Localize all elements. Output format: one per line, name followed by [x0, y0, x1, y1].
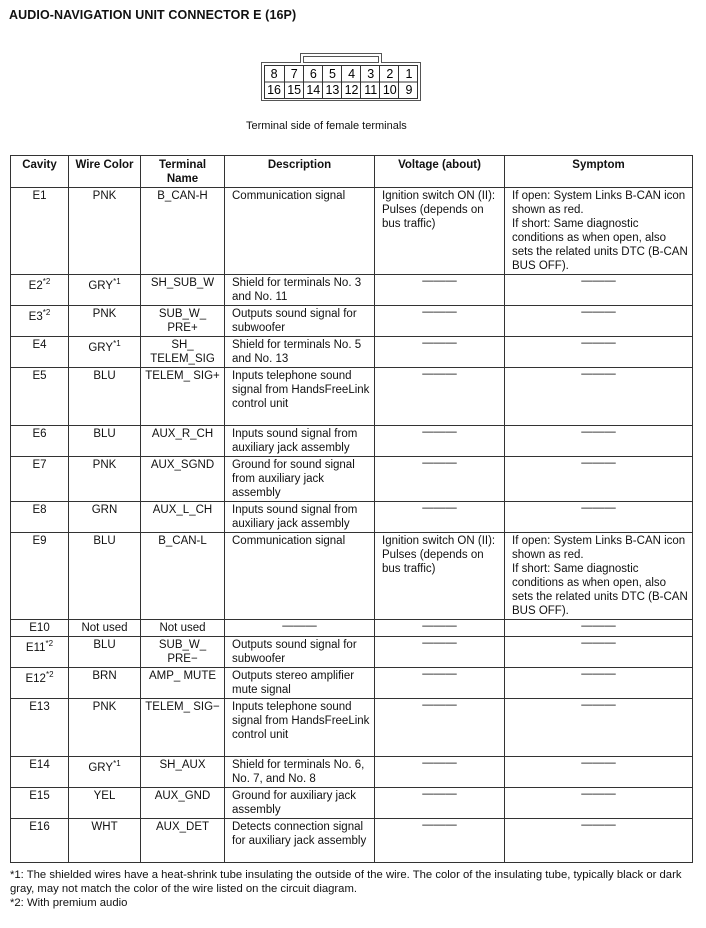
symptom-cell: ———: [505, 306, 693, 337]
wire-color-cell: [69, 533, 141, 620]
cavity-cell-value: E10: [29, 622, 50, 634]
terminal-name-cell: B_CAN-H: [141, 188, 225, 275]
wire-color-cell: [69, 188, 141, 275]
cavity-cell-value: E8: [32, 504, 47, 516]
symptom-cell: ———: [505, 757, 693, 788]
table-header-row: [11, 156, 693, 188]
voltage-cell: ———: [375, 275, 505, 306]
voltage-cell: ———: [375, 426, 505, 457]
pin-6: 6: [303, 66, 323, 83]
table-row: [11, 306, 693, 337]
voltage-cell: Ignition switch ON (II): Pulses (depends on bus traffic): [375, 533, 505, 620]
footnote-2: *2: With premium audio: [10, 897, 128, 909]
description-cell: Inputs sound signal from auxiliary jack assembly: [225, 502, 375, 533]
connector-caption: Terminal side of female terminals: [246, 120, 407, 132]
terminal-name-cell: SH_AUX: [141, 757, 225, 788]
pinout-table: [10, 155, 693, 863]
cavity-cell-value: E3: [28, 311, 43, 323]
table-row: [11, 426, 693, 457]
cavity-cell: [11, 337, 69, 368]
pin-10: 10: [379, 82, 399, 99]
voltage-cell: ———: [375, 668, 505, 699]
terminal-name-cell: AMP_ MUTE: [141, 668, 225, 699]
voltage-cell: ———: [375, 819, 505, 863]
wire-color-cell-value: BLU: [93, 428, 116, 440]
cavity-cell: [11, 275, 69, 306]
cavity-cell-value: E2: [28, 280, 43, 292]
voltage-cell: ———: [375, 457, 505, 502]
wire-color-cell: [69, 788, 141, 819]
cavity-cell-value: E13: [29, 701, 50, 713]
wire-color-cell-value: GRY: [88, 762, 114, 774]
table-row: [11, 637, 693, 668]
wire-color-cell: [69, 457, 141, 502]
cavity-cell: [11, 757, 69, 788]
symptom-cell: ———: [505, 788, 693, 819]
footnote-1: *1: The shielded wires have a heat-shrink tube insulating the outside of the wire. The color of the insulating tube, typically black or dark gray, may not match the color of the wire listed on the circuit diagram.: [10, 869, 682, 895]
cavity-cell-value: E14: [29, 759, 50, 771]
wire-color-cell-value: WHT: [91, 821, 118, 833]
wire-color-cell-value: Not used: [81, 622, 128, 634]
symptom-cell: ———: [505, 368, 693, 426]
cavity-cell: [11, 819, 69, 863]
wire-color-cell: [69, 620, 141, 637]
cavity-cell-value: E1: [32, 190, 47, 202]
cavity-cell: [11, 306, 69, 337]
pin-14: 14: [303, 82, 323, 99]
description-cell: Outputs stereo amplifier mute signal: [225, 668, 375, 699]
symptom-cell: ———: [505, 699, 693, 757]
pin-1: 1: [398, 66, 418, 83]
pin-2: 2: [379, 66, 399, 83]
wire-color-cell: [69, 337, 141, 368]
cavity-cell: [11, 620, 69, 637]
description-cell: Inputs telephone sound signal from HandsFreeLink control unit: [225, 699, 375, 757]
table-row: [11, 457, 693, 502]
cavity-cell: [11, 188, 69, 275]
wire-color-cell: [69, 426, 141, 457]
header-terminal-name: Terminal Name: [141, 156, 225, 188]
table-row: [11, 275, 693, 306]
wire-color-cell: [69, 502, 141, 533]
terminal-name-cell: SH_ TELEM_SIG: [141, 337, 225, 368]
terminal-name-cell: Not used: [141, 620, 225, 637]
cavity-cell-value: E12: [25, 673, 46, 685]
symptom-cell: ———: [505, 819, 693, 863]
table-row: [11, 819, 693, 863]
terminal-name-cell: TELEM_ SIG+: [141, 368, 225, 426]
header-voltage: Voltage (about): [375, 156, 505, 188]
cavity-cell: [11, 668, 69, 699]
description-cell: Inputs sound signal from auxiliary jack assembly: [225, 426, 375, 457]
symptom-cell: ———: [505, 637, 693, 668]
terminal-name-cell: SUB_W_ PRE−: [141, 637, 225, 668]
voltage-cell: ———: [375, 788, 505, 819]
wire-color-cell-value: BLU: [93, 639, 116, 651]
wire-color-cell-footnote-ref: *1: [113, 759, 121, 769]
symptom-cell: ———: [505, 457, 693, 502]
cavity-cell: [11, 788, 69, 819]
cavity-cell-value: E9: [32, 535, 47, 547]
description-cell: Ground for sound signal from auxiliary jack assembly: [225, 457, 375, 502]
pin-4: 4: [341, 66, 361, 83]
voltage-cell: ———: [375, 699, 505, 757]
description-cell: Shield for terminals No. 6, No. 7, and No. 8: [225, 757, 375, 788]
wire-color-cell: [69, 668, 141, 699]
voltage-cell: ———: [375, 637, 505, 668]
header-cavity: Cavity: [11, 156, 69, 188]
symptom-cell: If open: System Links B-CAN icon shown as red. If short: Same diagnostic conditions as when open, also sets the related units DTC (B-CAN BUS OFF).: [505, 533, 693, 620]
terminal-name-cell: AUX_GND: [141, 788, 225, 819]
cavity-cell-footnote-ref: *2: [42, 308, 51, 318]
voltage-cell: ———: [375, 620, 505, 637]
table-row: [11, 620, 693, 637]
symptom-cell: ———: [505, 502, 693, 533]
pin-11: 11: [360, 82, 380, 99]
terminal-name-cell: TELEM_ SIG−: [141, 699, 225, 757]
page-title: AUDIO-NAVIGATION UNIT CONNECTOR E (16P): [9, 8, 297, 22]
pin-9: 9: [398, 82, 418, 99]
voltage-cell: Ignition switch ON (II): Pulses (depends on bus traffic): [375, 188, 505, 275]
voltage-cell: ———: [375, 757, 505, 788]
terminal-name-cell: AUX_SGND: [141, 457, 225, 502]
wire-color-cell-value: BRN: [92, 670, 117, 682]
header-symptom: Symptom: [505, 156, 693, 188]
wire-color-cell-value: PNK: [92, 701, 117, 713]
description-cell: ———: [225, 620, 375, 637]
symptom-cell: ———: [505, 337, 693, 368]
wire-color-cell-footnote-ref: *1: [113, 277, 121, 287]
wire-color-cell-value: PNK: [92, 190, 117, 202]
wire-color-cell: [69, 819, 141, 863]
cavity-cell-value: E11: [25, 642, 46, 654]
cavity-cell: [11, 637, 69, 668]
description-cell: Shield for terminals No. 3 and No. 11: [225, 275, 375, 306]
description-cell: Outputs sound signal for subwoofer: [225, 637, 375, 668]
cavity-cell-value: E4: [32, 339, 47, 351]
cavity-cell: [11, 533, 69, 620]
wire-color-cell-value: GRN: [91, 504, 118, 516]
terminal-name-cell: SUB_W_ PRE+: [141, 306, 225, 337]
cavity-cell: [11, 426, 69, 457]
pin-16: 16: [267, 83, 282, 97]
pin-15: 15: [284, 82, 304, 99]
table-row: [11, 337, 693, 368]
wire-color-cell: [69, 368, 141, 426]
terminal-name-cell: AUX_DET: [141, 819, 225, 863]
table-row: [11, 668, 693, 699]
cavity-cell: [11, 502, 69, 533]
connector-diagram: [260, 52, 422, 102]
symptom-cell: ———: [505, 668, 693, 699]
table-row: [11, 699, 693, 757]
header-wire-color: Wire Color: [69, 156, 141, 188]
cavity-cell: [11, 368, 69, 426]
pin-12: 12: [341, 82, 361, 99]
voltage-cell: ———: [375, 368, 505, 426]
voltage-cell: ———: [375, 306, 505, 337]
cavity-cell-value: E15: [29, 790, 50, 802]
table-row: [11, 757, 693, 788]
voltage-cell: ———: [375, 502, 505, 533]
cavity-cell-value: E5: [32, 370, 47, 382]
terminal-name-cell: AUX_R_CH: [141, 426, 225, 457]
wire-color-cell-value: PNK: [92, 459, 117, 471]
table-row: [11, 502, 693, 533]
symptom-cell: If open: System Links B-CAN icon shown as red. If short: Same diagnostic conditions as when open, also sets the related units DTC (B-CAN BUS OFF).: [505, 188, 693, 275]
terminal-name-cell: B_CAN-L: [141, 533, 225, 620]
pin-8: 8: [270, 66, 278, 81]
symptom-cell: ———: [505, 620, 693, 637]
description-cell: Detects connection signal for auxiliary jack assembly: [225, 819, 375, 863]
footnotes: [10, 868, 700, 910]
pin-3: 3: [360, 66, 380, 83]
description-cell: Ground for auxiliary jack assembly: [225, 788, 375, 819]
symptom-cell: ———: [505, 275, 693, 306]
description-cell: Communication signal: [225, 533, 375, 620]
table-row: [11, 188, 693, 275]
cavity-cell: [11, 457, 69, 502]
cavity-cell-value: E7: [32, 459, 47, 471]
pin-13: 13: [322, 82, 342, 99]
wire-color-cell-value: PNK: [92, 308, 117, 320]
cavity-cell-value: E16: [29, 821, 50, 833]
wire-color-cell: [69, 637, 141, 668]
wire-color-cell-value: BLU: [93, 370, 116, 382]
cavity-cell: [11, 699, 69, 757]
symptom-cell: ———: [505, 426, 693, 457]
terminal-name-cell: SH_SUB_W: [141, 275, 225, 306]
description-cell: Inputs telephone sound signal from HandsFreeLink control unit: [225, 368, 375, 426]
description-cell: Outputs sound signal for subwoofer: [225, 306, 375, 337]
wire-color-cell: [69, 699, 141, 757]
wire-color-cell-value: YEL: [93, 790, 116, 802]
table-row: [11, 788, 693, 819]
pin-7: 7: [284, 66, 304, 83]
cavity-cell-footnote-ref: *2: [42, 277, 51, 287]
wire-color-cell: [69, 757, 141, 788]
table-row: [11, 368, 693, 426]
cavity-cell-value: E6: [32, 428, 47, 440]
wire-color-cell-footnote-ref: *1: [113, 339, 121, 349]
table-row: [11, 533, 693, 620]
pin-5: 5: [322, 66, 342, 83]
terminal-name-cell: AUX_L_CH: [141, 502, 225, 533]
wire-color-cell: [69, 306, 141, 337]
wire-color-cell-value: GRY: [88, 342, 114, 354]
cavity-cell-footnote-ref: *2: [45, 670, 54, 680]
wire-color-cell-value: GRY: [88, 280, 114, 292]
wire-color-cell-value: BLU: [93, 535, 116, 547]
voltage-cell: ———: [375, 337, 505, 368]
description-cell: Shield for terminals No. 5 and No. 13: [225, 337, 375, 368]
description-cell: Communication signal: [225, 188, 375, 275]
header-description: Description: [225, 156, 375, 188]
wire-color-cell: [69, 275, 141, 306]
cavity-cell-footnote-ref: *2: [45, 639, 54, 649]
